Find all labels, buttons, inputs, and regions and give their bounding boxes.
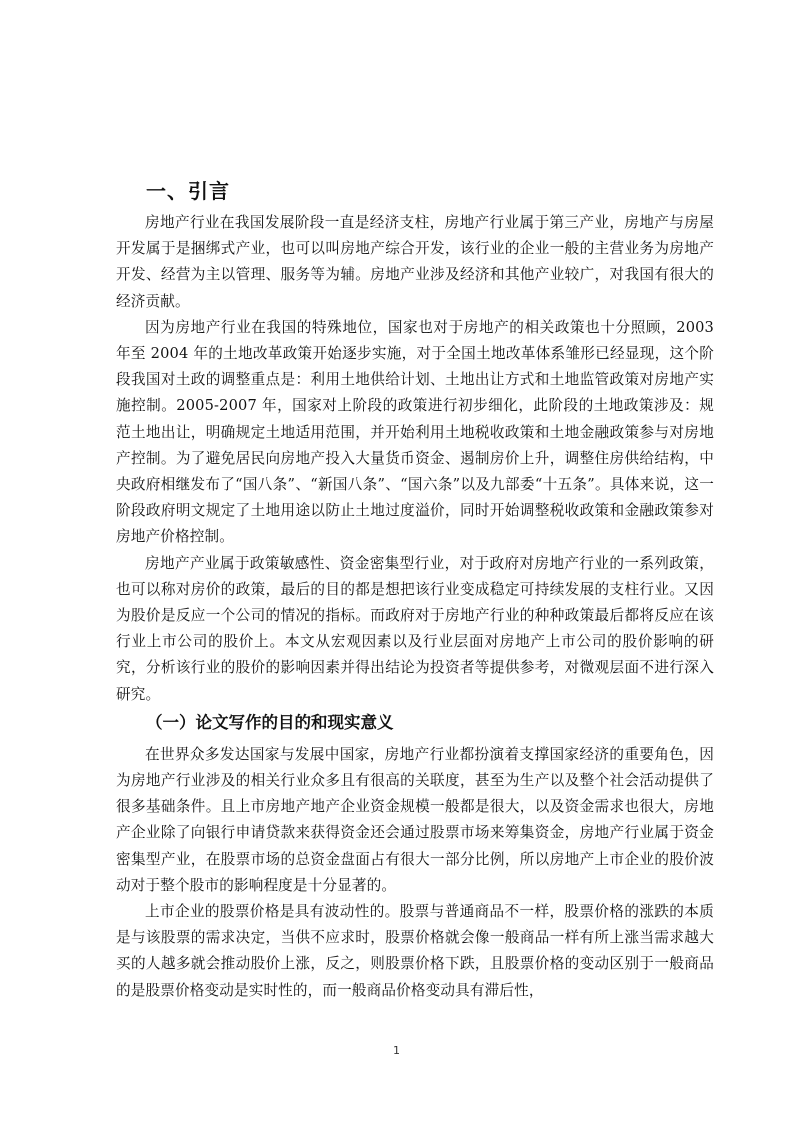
page-content: [116, 178, 714, 1004]
paragraph-purpose-2: 上市企业的股票价格是具有波动性的。股票与普通商品不一样，股票价格的涨跌的本质是与该股票的需求决定，当供不应求时，股票价格就会像一般商品一样有所上涨当需求越大买的人越多就会推动股价上涨，反之，则股票价格下跌，且股票价格的变动区别于一般商品的是股票价格变动是实时性的，而一般商品价格变动具有滞后性，: [116, 903, 714, 999]
paragraph-intro-2: 因为房地产行业在我国的特殊地位，国家也对于房地产的相关政策也十分照顾，2003 年至 2004 年的土地改革政策开始逐步实施，对于全国土地改革体系雏形已经显现，这个阶段我国对土政的调整重点是：利用土地供给计划、土地出让方式和土地监管政策对房地产实施控制。2005-2007 年，国家对上阶段的政策进行初步细化，此阶段的土地政策涉及：规范土地出让，明确规定土地适用范围，并开始利用土地税收政策和土地金融政策参与对房地产控制。为了避免居民向房地产投入大量货币资金、遏制房价上升，调整住房供给结构，中央政府相继发布了“国八条”、“新国八条”、“国六条”以及九部委“十五条”。具体来说，这一阶段政府明文规定了土地用途以防止土地过度溢价，同时开始调整税收政策和金融政策参对房地产价格控制。: [116, 318, 714, 546]
paragraph-intro-3: 房地产产业属于政策敏感性、资金密集型行业，对于政府对房地产行业的一系列政策，也可以称对房价的政策，最后的目的都是想把该行业变成稳定可持续发展的支柱行业。又因为股价是反应一个公司的情况的指标。而政府对于房地产行业的种种政策最后都将反应在该行业上市公司的股价上。本文从宏观因素以及行业层面对房地产上市公司的股价影响的研究，分析该行业的股价的影响因素并得出结论为投资者等提供参考，对微观层面不进行深入研究。: [116, 554, 714, 703]
section-heading-introduction: 一、引言: [146, 179, 230, 203]
subsection-heading-purpose: （一）论文写作的目的和现实意义: [146, 712, 394, 732]
page-number: 1: [393, 1044, 400, 1057]
paragraph-intro-1: 房地产行业在我国发展阶段一直是经济支柱，房地产行业属于第三产业，房地产与房屋开发属于是捆绑式产业，也可以叫房地产综合开发，该行业的企业一般的主营业务为房地产开发、经营为主以管理、服务等为辅。房地产业涉及经济和其他产业较广，对我国有很大的经济贡献。: [116, 214, 714, 310]
paragraph-purpose-1: 在世界众多发达国家与发展中国家，房地产行业都扮演着支撑国家经济的重要角色，因为房地产行业涉及的相关行业众多且有很高的关联度，甚至为生产以及整个社会活动提供了很多基础条件。且上市房地产地产企业资金规模一般都是很大，以及资金需求也很大，房地产企业除了向银行申请贷款来获得资金还会通过股票市场来筹集资金，房地产行业属于资金密集型产业，在股票市场的总资金盘面占有很大一部分比例，所以房地产上市企业的股价波动对于整个股市的影响程度是十分显著的。: [116, 745, 714, 894]
